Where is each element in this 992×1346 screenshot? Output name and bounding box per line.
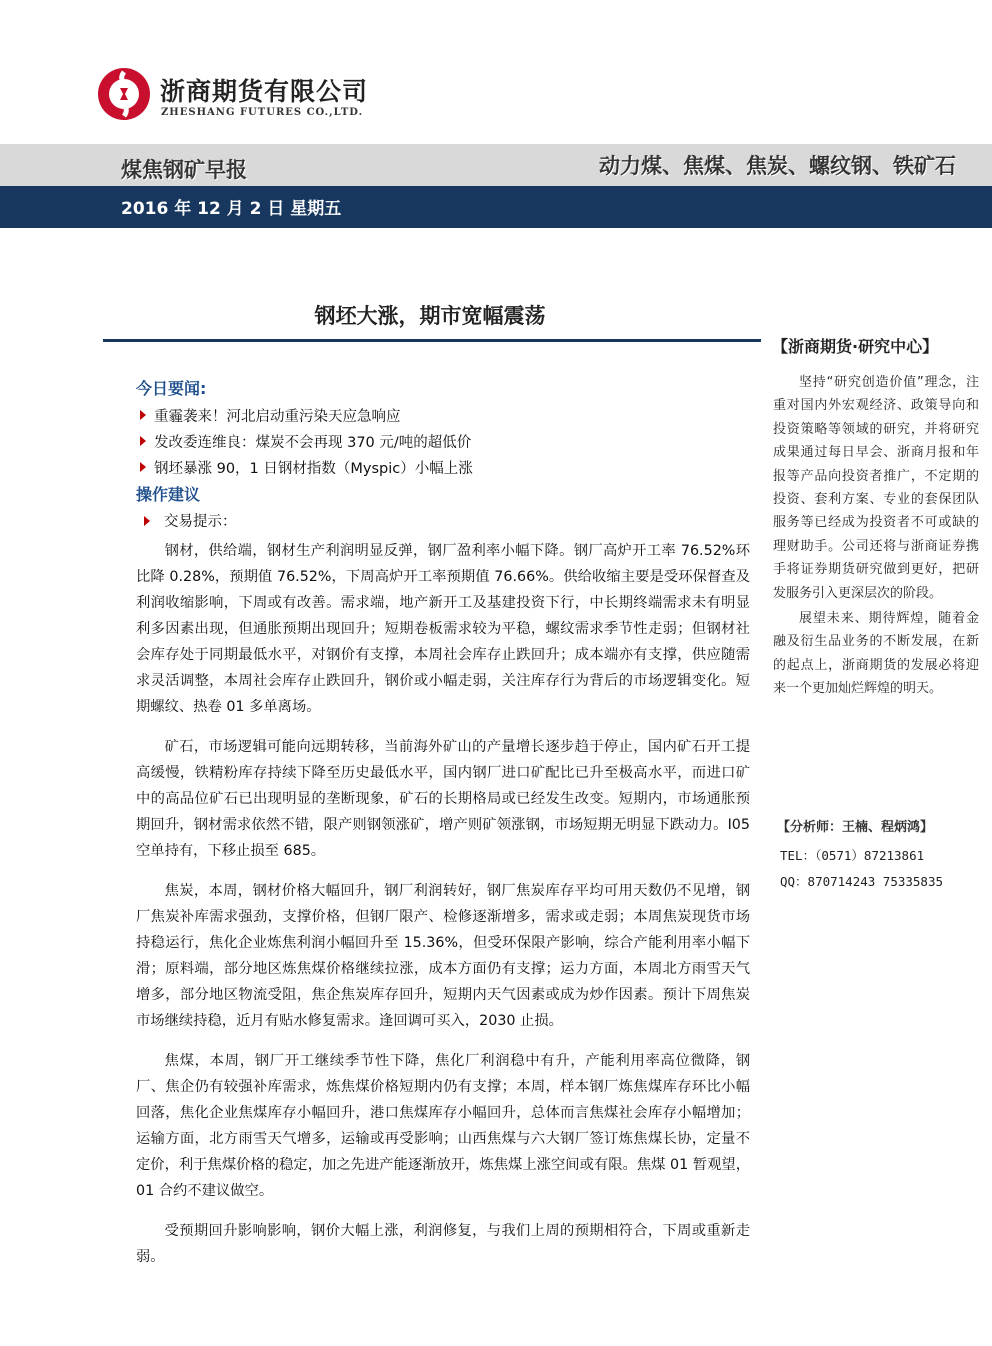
sidebar-paragraph: 坚持“研究创造价值”理念，注重对国内外宏观经济、政策导向和投资策略等领域的研究，并将研究成果通过每日早会、浙商月报和年报等产品向投资者推广，不定期的投资、套利方案、专业的套保团队服务等已经成为投资者不可或缺的理财助手。公司还将与浙商证券携手将证券期货研究做到更好，把研发服务引入更深层次的阶段。 [773,375,979,601]
report-date: 2016 年 12 月 2 日 星期五 [121,199,342,219]
title-divider [103,339,761,342]
trade-tip-line [136,510,237,531]
analyst-names: 【分析师：王楠、程炳鸿】 [777,820,934,835]
news-item [136,402,756,428]
news-item [136,454,756,480]
news-list [136,402,756,480]
coking-coal-paragraph: 焦煤，本周，钢厂开工继续季节性下降，焦化厂利润稳中有升，产能利用率高位微降，钢厂、焦企仍有较强补库需求，炼焦煤价格短期内仍有支撑；本周，样本钢厂炼焦煤库存环比小幅回落，焦化企业焦煤库存小幅回升，港口焦煤库存小幅回升，总体而言焦煤社会库存小幅增加；运输方面，北方雨雪天气增多，运输或再受影响；山西焦煤与六大钢厂签订炼焦煤长协，定量不定价，利于焦煤价格的稳定，加之先进产能逐渐放开，炼焦煤上涨空间或有限。焦煤 01 暂观望，01 合约不建议做空。 [136,1053,750,1199]
triangle-bullet-icon [140,410,146,420]
report-name: 煤焦钢矿早报 [121,158,247,182]
news-item [136,428,756,454]
news-item-text: 钢坯暴涨 90，1 日钢材指数（Myspic）小幅上涨 [154,460,473,477]
ore-paragraph: 矿石，市场逻辑可能向远期转移，当前海外矿山的产量增长逐步趋于停止，国内矿石开工提高缓慢，铁精粉库存持续下降至历史最低水平，国内钢厂进口矿配比已升至极高水平，而进口矿中的高品位矿石已出现明显的垄断现象，矿石的长期格局或已经发生改变。短期内，市场通胀预期回升，钢材需求依然不错，限产则钢领涨矿，增产则矿领涨钢，市场短期无明显下跌动力。I05 空单持有，下移止损至 685。 [136,739,750,859]
sidebar-paragraph: 展望未来、期待辉煌，随着金融及衍生品业务的不断发展，在新的起点上，浙商期货的发展必将迎来一个更加灿烂辉煌的明天。 [773,611,979,697]
steel-paragraph: 钢材，供给端，钢材生产利润明显反弹，钢厂盈利率小幅下降。钢厂高炉开工率 76.52%环比降 0.28%，预期值 76.52%，下周高炉开工率预期值 76.66%。供给收缩主要是受环保督查及利润收缩影响，下周或有改善。需求端，地产新开工及基建投资下行，中长期终端需求未有明显利多因素出现，但通胀预期出现回升；短期卷板需求较为平稳，螺纹需求季节性走弱；但钢材社会库存处于同期最低水平，对钢价有支撑，本周社会库存止跌回升；成本端亦有支撑，供应随需求灵活调整，本周社会库存止跌回升，钢价或小幅走弱，关注库存行为背后的市场逻辑变化。短期螺纹、热卷 01 多单离场。 [136,543,750,715]
trade-tip-label: 交易提示： [164,514,237,530]
research-center-heading: 【浙商期货·研究中心】 [772,337,939,356]
triangle-bullet-icon [140,436,146,446]
summary-paragraph: 受预期回升影响影响，钢价大幅上涨，利润修复，与我们上周的预期相符合，下周或重新走弱。 [136,1223,750,1265]
coke-paragraph: 焦炭，本周，钢材价格大幅回升，钢厂利润转好，钢厂焦炭库存平均可用天数仍不见增，钢厂焦炭补库需求强劲，支撑价格，但钢厂限产、检修逐渐增多，需求或走弱；本周焦炭现货市场持稳运行，焦化企业炼焦利润小幅回升至 15.36%，但受环保限产影响，综合产能利用率小幅下滑；原料端，部分地区炼焦煤价格继续拉涨，成本方面仍有支撑；运力方面，本周北方雨雪天气增多，部分地区物流受阻，焦企焦炭库存回升，短期内天气因素或成为炒作因素。预计下周焦炭市场继续持稳，近月有贴水修复需求。逢回调可买入，2030 止损。 [136,883,750,1029]
advice-heading: 操作建议 [136,485,201,504]
contact-tel: TEL：（0571）87213861 [780,848,925,863]
triangle-bullet-icon [144,516,150,526]
news-item-text: 重霾袭来！河北启动重污染天应急响应 [154,408,401,425]
analysis-body [136,538,750,1284]
report-topics: 动力煤、焦煤、焦炭、螺纹钢、铁矿石 [599,154,956,178]
document-title: 钢坯大涨，期市宽幅震荡 [314,304,546,328]
triangle-bullet-icon [140,462,146,472]
company-name-cn: 浙商期货有限公司 [160,77,369,106]
research-center-intro [773,371,979,701]
news-heading: 今日要闻: [136,379,207,398]
news-item-text: 发改委连维良：煤炭不会再现 370 元/吨的超低价 [154,434,472,451]
company-name-en: ZHESHANG FUTURES CO.,LTD. [161,107,364,118]
contact-qq: QQ：870714243 75335835 [780,874,944,889]
company-logo [96,66,152,122]
